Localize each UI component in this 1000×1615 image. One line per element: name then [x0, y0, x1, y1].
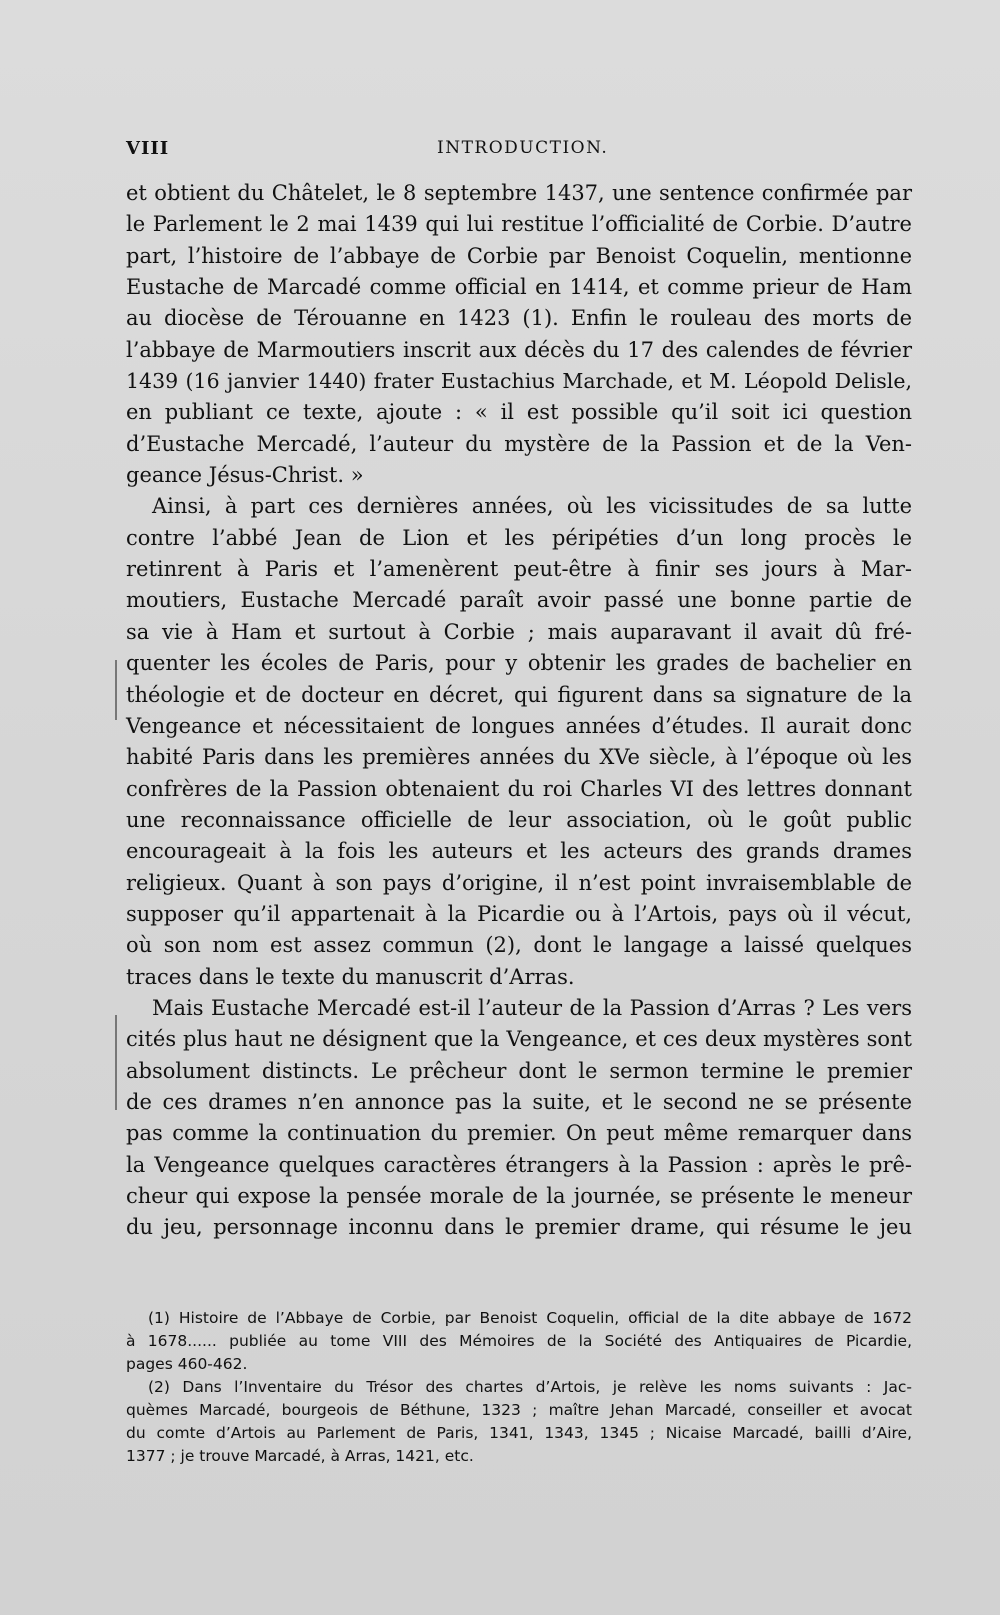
text-line: habité Paris dans les premières années du XVe siècle, à l’époque où les — [126, 745, 912, 770]
footnotes — [126, 1307, 912, 1468]
text-line: du jeu, personnage inconnu dans le premier drame, qui résume le jeu — [126, 1215, 912, 1240]
text-line: de ces drames n’en annonce pas la suite, et le second ne se présente — [126, 1089, 912, 1114]
text-line: Vengeance et nécessitaient de longues années d’études. Il aurait donc — [126, 713, 912, 738]
text-line: sa vie à Ham et surtout à Corbie ; mais auparavant il avait dû fré- — [126, 619, 912, 644]
margin-pencil-mark — [115, 1015, 117, 1110]
running-title: INTRODUCTION. — [437, 138, 609, 158]
footnote-line: pages 460-462. — [126, 1355, 248, 1373]
text-line: l’abbaye de Marmoutiers inscrit aux décès du 17 des calendes de février — [126, 337, 912, 362]
text-line: théologie et de docteur en décret, qui figurent dans sa signature de la — [126, 682, 912, 707]
text-line: quenter les écoles de Paris, pour y obtenir les grades de bachelier en — [126, 651, 912, 676]
text-line: le Parlement le 2 mai 1439 qui lui restitue l’officialité de Corbie. D’autre — [126, 212, 912, 237]
text-line: 1439 (16 janvier 1440) frater Eustachius Marchade, et M. Léopold Delisle, — [126, 369, 912, 394]
text-line: pas comme la continuation du premier. On peut même remarquer dans — [126, 1121, 912, 1146]
footnote-line: 1377 ; je trouve Marcadé, à Arras, 1421, etc. — [126, 1447, 474, 1465]
footnote-line: (2) Dans l’Inventaire du Trésor des chartes d’Artois, je relève les noms suivants : Jac- — [148, 1378, 912, 1396]
text-line: retinrent à Paris et l’amenèrent peut-être à finir ses jours à Mar- — [126, 557, 912, 582]
text-line: où son nom est assez commun (2), dont le langage a laissé quelques — [126, 933, 912, 958]
text-line: cheur qui expose la pensée morale de la journée, se présente le meneur — [126, 1184, 912, 1208]
text-line: traces dans le texte du manuscrit d’Arras. — [126, 964, 575, 989]
text-line: geance Jésus-Christ. » — [126, 463, 364, 488]
text-line: Eustache de Marcadé comme official en 1414, et comme prieur de Ham — [126, 275, 912, 300]
footnote-line: du comte d’Artois au Parlement de Paris, 1341, 1343, 1345 ; Nicaise Marcadé, bailli d’Aire, — [126, 1424, 912, 1442]
text-line: d’Eustache Mercadé, l’auteur du mystère de la Passion et de la Ven- — [126, 431, 912, 456]
text-line: encourageait à la fois les auteurs et les acteurs des grands drames — [126, 839, 912, 864]
footnote-line: à 1678...... publiée au tome VIII des Mémoires de la Société des Antiquaires de Picardie, — [126, 1332, 912, 1350]
footnote-line: (1) Histoire de l’Abbaye de Corbie, par Benoist Coquelin, official de la dite abbaye de 1672 — [148, 1309, 912, 1327]
text-line: en publiant ce texte, ajoute : « il est possible qu’il soit ici question — [126, 400, 912, 425]
page-number: VIII — [126, 138, 170, 159]
text-line: part, l’histoire de l’abbaye de Corbie par Benoist Coquelin, mentionne — [126, 243, 912, 268]
text-line: confrères de la Passion obtenaient du roi Charles VI des lettres donnant — [126, 776, 912, 801]
text-line: moutiers, Eustache Mercadé paraît avoir passé une bonne partie de — [126, 588, 912, 613]
text-line: cités plus haut ne désignent que la Vengeance, et ces deux mystères sont — [126, 1027, 912, 1052]
text-line: au diocèse de Térouanne en 1423 (1). Enfin le rouleau des morts de — [126, 306, 912, 331]
text-line: contre l’abbé Jean de Lion et les péripéties d’un long procès le — [126, 525, 912, 550]
text-line: absolument distincts. Le prêcheur dont le sermon termine le premier — [126, 1058, 912, 1083]
text-line: Ainsi, à part ces dernières années, où les vicissitudes de sa lutte — [152, 494, 912, 519]
text-line: supposer qu’il appartenait à la Picardie ou à l’Artois, pays où il vécut, — [126, 901, 912, 926]
body-text — [126, 178, 912, 1244]
margin-pencil-mark — [115, 660, 117, 720]
text-line: Mais Eustache Mercadé est-il l’auteur de la Passion d’Arras ? Les vers — [152, 995, 912, 1020]
text-line: et obtient du Châtelet, le 8 septembre 1437, une sentence confirmée par — [126, 181, 912, 205]
text-line: une reconnaissance officielle de leur association, où le goût public — [126, 807, 912, 832]
text-line: la Vengeance quelques caractères étrangers à la Passion : après le prê- — [126, 1152, 912, 1177]
text-line: religieux. Quant à son pays d’origine, il n’est point invraisemblable de — [126, 870, 912, 895]
footnote-line: quèmes Marcadé, bourgeois de Béthune, 1323 ; maître Jehan Marcadé, conseiller et avocat — [126, 1401, 912, 1419]
page-header — [126, 138, 912, 168]
